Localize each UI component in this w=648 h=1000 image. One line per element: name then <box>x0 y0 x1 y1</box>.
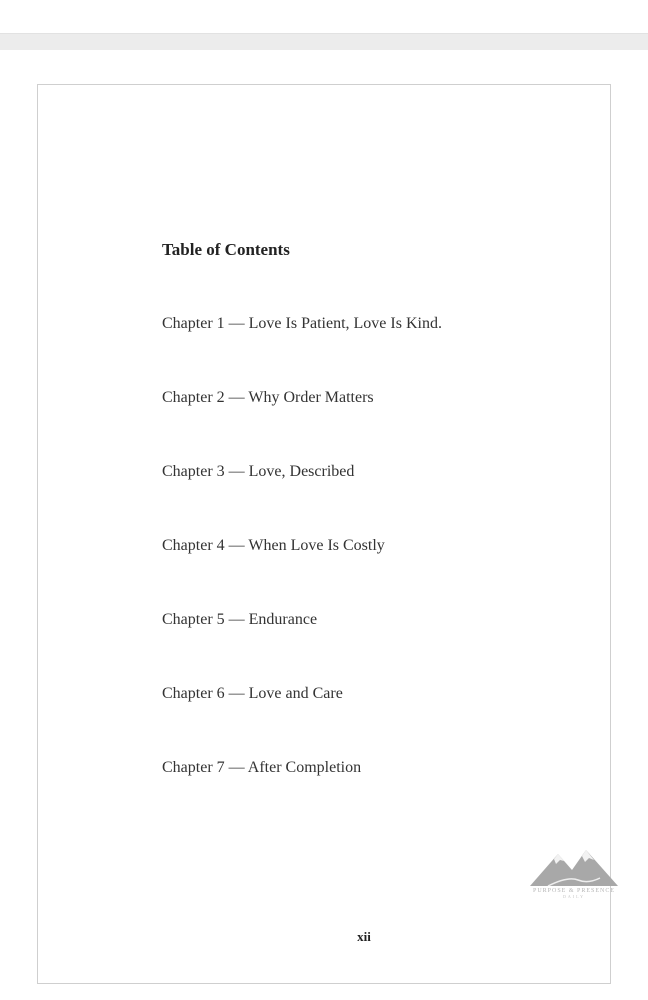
publisher-logo <box>522 846 626 916</box>
mountain-icon <box>528 846 620 888</box>
logo-text: PURPOSE & PRESENCE <box>532 888 616 894</box>
toc-item-chapter-1: Chapter 1 — Love Is Patient, Love Is Kind. <box>162 315 442 332</box>
viewer-top-band <box>0 33 648 50</box>
toc-item-chapter-6: Chapter 6 — Love and Care <box>162 685 343 702</box>
toc-item-chapter-3: Chapter 3 — Love, Described <box>162 463 355 480</box>
toc-item-chapter-7: Chapter 7 — After Completion <box>162 759 362 776</box>
page-number: xii <box>357 929 371 944</box>
toc-item-chapter-2: Chapter 2 — Why Order Matters <box>162 389 374 406</box>
toc-list <box>162 314 442 832</box>
toc-item-chapter-5: Chapter 5 — Endurance <box>162 611 318 628</box>
toc-heading: Table of Contents <box>162 240 290 259</box>
toc-item-chapter-4: Chapter 4 — When Love Is Costly <box>162 537 385 554</box>
logo-subtext: DAILY <box>562 894 586 899</box>
